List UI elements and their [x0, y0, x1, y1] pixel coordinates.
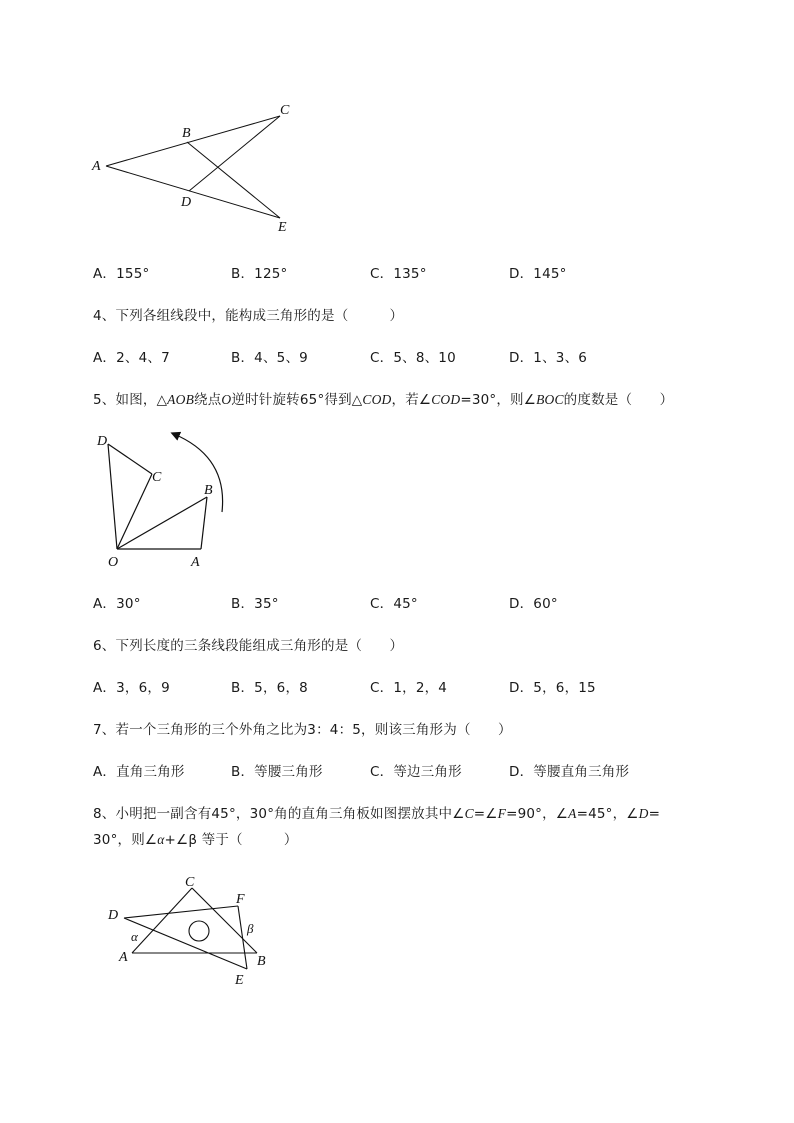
segment-OD — [108, 444, 117, 549]
q8-stem-part: =∠ — [473, 806, 498, 822]
label-D: D — [181, 195, 192, 210]
q7-option-d[interactable]: D．等腰直角三角形 — [509, 764, 630, 780]
q3-figure — [88, 98, 308, 238]
label-C: C — [152, 470, 162, 485]
label-A: A — [191, 555, 200, 570]
q7-option-a[interactable]: A．直角三角形 — [93, 764, 185, 780]
q8-stem-line2 — [93, 828, 298, 848]
segment-OC — [117, 474, 152, 549]
label-alpha: α — [131, 929, 138, 944]
segment-OB — [117, 497, 207, 549]
segment-DC — [189, 116, 280, 191]
q6-option-b[interactable]: B．5，6，8 — [231, 680, 308, 696]
segment-FE — [238, 906, 247, 969]
q5-figure — [90, 422, 240, 574]
q6-option-d[interactable]: D．5，6，15 — [509, 680, 596, 696]
q4-option-b[interactable]: B．4、5、9 — [231, 350, 308, 366]
q4-option-c[interactable]: C．5、8、10 — [370, 350, 456, 366]
q6-option-c[interactable]: C．1，2，4 — [370, 680, 448, 696]
label-D: D — [108, 908, 119, 923]
q8-stem-part: +∠β 等于（ ） — [164, 832, 298, 848]
q5-stem-var: AOB — [167, 392, 195, 407]
q6-option-a[interactable]: A．3，6，9 — [93, 680, 170, 696]
q5-option-c[interactable]: C．45° — [370, 596, 418, 612]
label-E: E — [278, 220, 287, 235]
q3-option-b[interactable]: B．125° — [231, 266, 288, 282]
q4-option-a[interactable]: A．2、4、7 — [93, 350, 170, 366]
q8-stem-part: 30°，则∠ — [93, 832, 158, 848]
q5-stem-part: ，若∠ — [391, 392, 432, 408]
label-C: C — [280, 103, 290, 118]
q5-stem-var: COD — [431, 392, 461, 407]
segment-AC — [106, 116, 280, 166]
segment-AC — [132, 888, 192, 953]
q5-option-d[interactable]: D．60° — [509, 596, 558, 612]
segment-DC — [108, 444, 152, 474]
q5-stem-part: 5、如图，△ — [93, 392, 168, 408]
label-beta: β — [247, 921, 254, 936]
label-O: O — [108, 555, 119, 570]
q7-option-b[interactable]: B．等腰三角形 — [231, 764, 323, 780]
q8-stem-part: =90°，∠ — [506, 806, 569, 822]
q5-option-a[interactable]: A．30° — [93, 596, 141, 612]
segment-BE — [187, 142, 280, 218]
q6-stem: 6、下列长度的三条线段能组成三角形的是（ ） — [93, 638, 404, 654]
label-D: D — [97, 434, 108, 449]
q8-stem-part: = — [648, 806, 661, 822]
label-A: A — [92, 159, 101, 174]
q8-stem-var: α — [157, 832, 165, 847]
q8-figure — [100, 872, 280, 994]
segment-DE — [124, 918, 247, 969]
q8-stem-var: A — [568, 806, 577, 821]
q5-stem-var: O — [221, 392, 232, 407]
hole-circle — [189, 921, 209, 941]
q3-option-d[interactable]: D．145° — [509, 266, 567, 282]
q5-stem-part: 逆时针旋转65°得到△ — [231, 392, 363, 408]
q5-stem-part: 绕点 — [194, 392, 222, 408]
q5-stem-var: COD — [362, 392, 392, 407]
q8-stem-var: D — [638, 806, 649, 821]
q5-stem-part: 的度数是（ ） — [563, 392, 674, 408]
q5-option-b[interactable]: B．35° — [231, 596, 279, 612]
q8-stem-var: F — [497, 806, 507, 821]
q4-option-d[interactable]: D．1、3、6 — [509, 350, 588, 366]
label-B: B — [257, 954, 266, 969]
q5-stem — [93, 388, 673, 408]
q7-option-c[interactable]: C．等边三角形 — [370, 764, 462, 780]
rotation-arrow — [174, 434, 223, 512]
q7-stem: 7、若一个三角形的三个外角之比为3：4：5，则该三角形为（ ） — [93, 722, 512, 738]
label-C: C — [185, 875, 195, 890]
label-E: E — [235, 973, 244, 988]
q5-stem-part: =30°，则∠ — [460, 392, 537, 408]
q8-stem-part: 8、小明把一副含有45°，30°角的直角三角板如图摆放其中∠ — [93, 806, 465, 822]
label-A: A — [119, 950, 128, 965]
label-F: F — [236, 892, 245, 907]
label-B: B — [182, 126, 191, 141]
q8-stem-line1 — [93, 802, 660, 822]
label-B: B — [204, 483, 213, 498]
q8-stem-part: =45°，∠ — [576, 806, 639, 822]
segment-AE — [106, 166, 280, 218]
q3-option-a[interactable]: A．155° — [93, 266, 150, 282]
q4-stem: 4、下列各组线段中，能构成三角形的是（ ） — [93, 308, 404, 324]
q5-stem-var: BOC — [536, 392, 564, 407]
q8-stem-var: C — [464, 806, 474, 821]
q3-option-c[interactable]: C．135° — [370, 266, 427, 282]
segment-BA — [201, 497, 207, 549]
